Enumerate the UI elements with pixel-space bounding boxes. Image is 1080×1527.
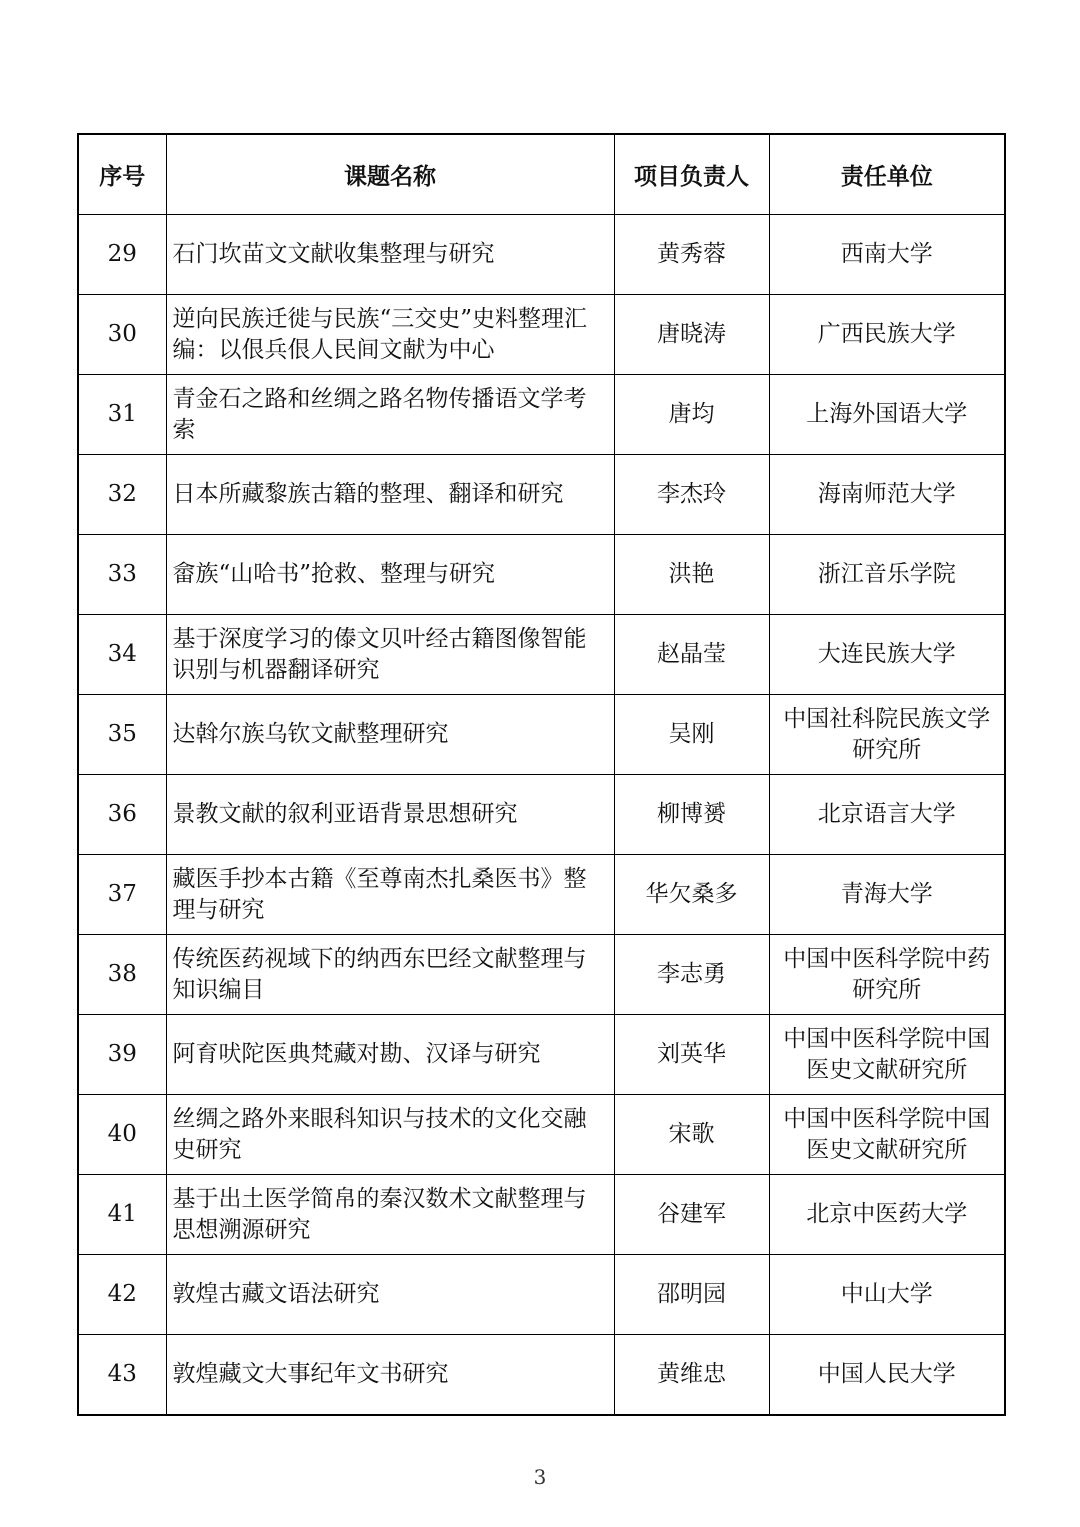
unit-cell: 广西民族大学 — [769, 295, 1005, 375]
unit-cell: 浙江音乐学院 — [769, 535, 1005, 615]
leader-cell: 谷建军 — [614, 1175, 769, 1255]
row-number-cell: 31 — [78, 375, 166, 455]
leader-cell: 洪艳 — [614, 535, 769, 615]
row-number-cell: 41 — [78, 1175, 166, 1255]
unit-cell: 北京中医药大学 — [769, 1175, 1005, 1255]
unit-cell: 中国中医科学院中国医史文献研究所 — [769, 1015, 1005, 1095]
leader-cell: 吴刚 — [614, 695, 769, 775]
unit-cell: 中国中医科学院中国医史文献研究所 — [769, 1095, 1005, 1175]
topic-cell: 景教文献的叙利亚语背景思想研究 — [166, 775, 614, 855]
topic-cell: 石门坎苗文文献收集整理与研究 — [166, 215, 614, 295]
table-row — [78, 535, 1005, 615]
table-row — [78, 295, 1005, 375]
table-header-row — [78, 134, 1005, 215]
header-leader: 项目负责人 — [614, 134, 769, 215]
row-number-cell: 33 — [78, 535, 166, 615]
unit-cell: 西南大学 — [769, 215, 1005, 295]
leader-cell: 赵晶莹 — [614, 615, 769, 695]
table-row — [78, 615, 1005, 695]
topic-cell: 逆向民族迁徙与民族“三交史”史料整理汇编：以佷兵佷人民间文献为中心 — [166, 295, 614, 375]
table-row — [78, 1175, 1005, 1255]
row-number-cell: 29 — [78, 215, 166, 295]
topic-cell: 畲族“山哈书”抢救、整理与研究 — [166, 535, 614, 615]
leader-cell: 刘英华 — [614, 1015, 769, 1095]
leader-cell: 唐均 — [614, 375, 769, 455]
table-row — [78, 455, 1005, 535]
unit-cell: 青海大学 — [769, 855, 1005, 935]
header-topic: 课题名称 — [166, 134, 614, 215]
unit-cell: 上海外国语大学 — [769, 375, 1005, 455]
row-number-cell: 34 — [78, 615, 166, 695]
row-number-cell: 30 — [78, 295, 166, 375]
leader-cell: 黄秀蓉 — [614, 215, 769, 295]
table-row — [78, 935, 1005, 1015]
leader-cell: 李杰玲 — [614, 455, 769, 535]
table-row — [78, 1015, 1005, 1095]
table-row — [78, 1095, 1005, 1175]
row-number-cell: 36 — [78, 775, 166, 855]
table-row — [78, 1255, 1005, 1335]
unit-cell: 北京语言大学 — [769, 775, 1005, 855]
row-number-cell: 35 — [78, 695, 166, 775]
unit-cell: 中国人民大学 — [769, 1335, 1005, 1416]
topic-cell: 丝绸之路外来眼科知识与技术的文化交融史研究 — [166, 1095, 614, 1175]
topic-cell: 基于出土医学简帛的秦汉数术文献整理与思想溯源研究 — [166, 1175, 614, 1255]
row-number-cell: 37 — [78, 855, 166, 935]
leader-cell: 华欠桑多 — [614, 855, 769, 935]
project-table — [77, 133, 1006, 1416]
table-row — [78, 215, 1005, 295]
topic-cell: 阿育吠陀医典梵藏对勘、汉译与研究 — [166, 1015, 614, 1095]
table-row — [78, 855, 1005, 935]
row-number-cell: 40 — [78, 1095, 166, 1175]
topic-cell: 藏医手抄本古籍《至尊南杰扎桑医书》整理与研究 — [166, 855, 614, 935]
leader-cell: 邵明园 — [614, 1255, 769, 1335]
unit-cell: 中山大学 — [769, 1255, 1005, 1335]
topic-cell: 青金石之路和丝绸之路名物传播语文学考索 — [166, 375, 614, 455]
row-number-cell: 39 — [78, 1015, 166, 1095]
unit-cell: 大连民族大学 — [769, 615, 1005, 695]
table-row — [78, 695, 1005, 775]
leader-cell: 黄维忠 — [614, 1335, 769, 1416]
unit-cell: 海南师范大学 — [769, 455, 1005, 535]
table-row — [78, 1335, 1005, 1416]
unit-cell: 中国中医科学院中药研究所 — [769, 935, 1005, 1015]
header-unit: 责任单位 — [769, 134, 1005, 215]
leader-cell: 唐晓涛 — [614, 295, 769, 375]
row-number-cell: 42 — [78, 1255, 166, 1335]
header-num: 序号 — [78, 134, 166, 215]
unit-cell: 中国社科院民族文学研究所 — [769, 695, 1005, 775]
table-row — [78, 375, 1005, 455]
page-number: 3 — [533, 1465, 547, 1489]
topic-cell: 日本所藏黎族古籍的整理、翻译和研究 — [166, 455, 614, 535]
topic-cell: 敦煌古藏文语法研究 — [166, 1255, 614, 1335]
leader-cell: 宋歌 — [614, 1095, 769, 1175]
topic-cell: 敦煌藏文大事纪年文书研究 — [166, 1335, 614, 1416]
table-body — [78, 215, 1005, 1416]
leader-cell: 柳博赟 — [614, 775, 769, 855]
table-row — [78, 775, 1005, 855]
topic-cell: 传统医药视域下的纳西东巴经文献整理与知识编目 — [166, 935, 614, 1015]
topic-cell: 达斡尔族乌钦文献整理研究 — [166, 695, 614, 775]
row-number-cell: 43 — [78, 1335, 166, 1416]
topic-cell: 基于深度学习的傣文贝叶经古籍图像智能识别与机器翻译研究 — [166, 615, 614, 695]
leader-cell: 李志勇 — [614, 935, 769, 1015]
project-table-container — [77, 133, 1004, 1416]
row-number-cell: 32 — [78, 455, 166, 535]
row-number-cell: 38 — [78, 935, 166, 1015]
